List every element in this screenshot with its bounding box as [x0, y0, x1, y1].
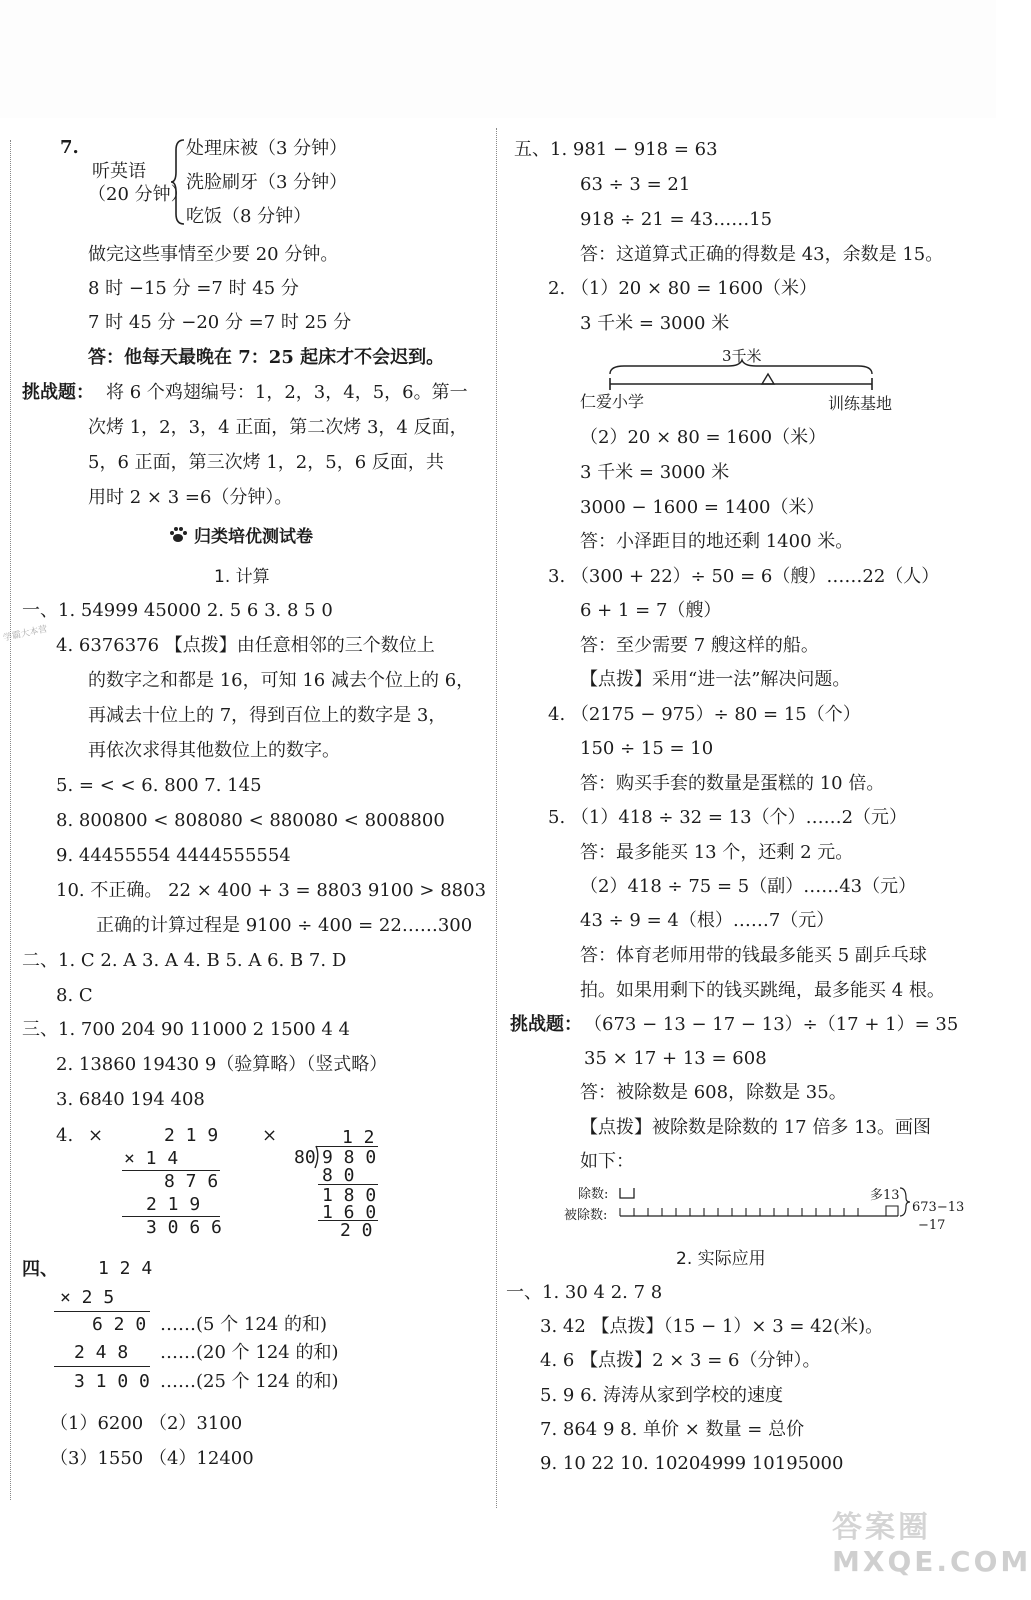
ratio-diagram — [616, 1186, 910, 1224]
w1: 一、1. 30 4 2. 7 8 — [506, 1282, 663, 1303]
v18: 5. （1）418 ÷ 32 = 13（个）……2（元） — [548, 807, 908, 828]
s1-4c: 再减去十位上的 7，得到百位上的数字是 3， — [88, 705, 447, 726]
v23: 拍。如果用剩下的钱买跳绳，最多能买 4 根。 — [580, 980, 945, 1001]
m4-c-note: ……(5 个 124 的和) — [160, 1314, 328, 1335]
m4-e-note: ……(25 个 124 的和) — [160, 1371, 339, 1392]
mul-c: 8 7 6 — [164, 1171, 219, 1192]
m4-d-note: ……(20 个 124 的和) — [160, 1342, 339, 1363]
v8: 3 千米 = 3000 米 — [580, 462, 730, 483]
challenge-label: 挑战题： — [22, 382, 94, 403]
site-watermark — [832, 1510, 1031, 1584]
mul-e: 3 0 6 6 — [146, 1217, 222, 1238]
m4-rule-1 — [54, 1311, 150, 1312]
q7-task1: 处理床被（3 分钟） — [186, 138, 348, 159]
q7-listen-line1: 听英语 — [92, 161, 146, 182]
book-stamp: 学霸大本营 — [2, 624, 49, 644]
v5: 2. （1）20 × 80 = 1600（米） — [548, 278, 818, 299]
m4-a: 1 2 4 — [98, 1258, 153, 1279]
diag2-more-label: 多13 — [870, 1188, 900, 1203]
q7-listen-line2: （20 分钟） — [88, 184, 189, 205]
s4-results-2: （3）1550 （4）12400 — [50, 1448, 254, 1469]
v15: 4. （2175 − 975）÷ 80 = 15（个） — [548, 704, 861, 725]
column-divider — [496, 128, 497, 1508]
div-r4: 2 0 — [340, 1220, 373, 1241]
m4-d: 2 4 8 — [74, 1342, 129, 1363]
watermark-top: 答案圈 — [832, 1510, 931, 1545]
distance-diagram — [600, 360, 880, 394]
diag2-right-label-2: −17 — [918, 1218, 946, 1233]
v17: 答：购买手套的数量是蛋糕的 10 倍。 — [580, 773, 885, 794]
s1-10b: 正确的计算过程是 9100 ÷ 400 = 22……300 — [96, 915, 473, 936]
w5: 5. 9 6. 涛涛从家到学校的速度 — [540, 1385, 783, 1406]
m4-e: 3 1 0 0 — [74, 1371, 150, 1392]
s2-8: 8. C — [56, 985, 93, 1006]
s1-4d: 再依次求得其他数位上的数字。 — [88, 740, 340, 761]
s2-line1: 二、1. C 2. A 3. A 4. B 5. A 6. B 7. D — [22, 950, 347, 971]
v14: 【点拨】采用“进一法”解决问题。 — [580, 669, 851, 690]
challenge-line1: 将 6 个鸡翅编号：1，2，3，4，5，6。第一 — [106, 382, 468, 403]
s1-4a: 4. 6376376 【点拨】由任意相邻的三个数位上 — [56, 635, 435, 656]
distance-diagram-top-label: 3千米 — [722, 347, 762, 365]
div-quotient: 1 2 — [342, 1127, 375, 1148]
wrong-mark-1: × — [88, 1125, 104, 1146]
section-title: 归类培优测试卷 — [194, 527, 313, 547]
v6: 3 千米 = 3000 米 — [580, 313, 730, 334]
l3: 7 时 45 分 −20 分 =7 时 25 分 — [88, 312, 352, 333]
wrong-mark-2: × — [262, 1125, 278, 1146]
div-r2: 1 8 0 — [322, 1185, 377, 1206]
mul-a: 2 1 9 — [164, 1125, 219, 1146]
div-r3: 1 6 0 — [322, 1202, 377, 1223]
l2: 8 时 −15 分 =7 时 45 分 — [88, 278, 299, 299]
v10: 答：小泽距目的地还剩 1400 米。 — [580, 531, 854, 552]
v27: 【点拨】被除数是除数的 17 倍多 13。画图 — [580, 1117, 931, 1138]
v22: 答：体育老师用带的钱最多能买 5 副乒乓球 — [580, 945, 927, 966]
mul-b: × 1 4 — [124, 1148, 179, 1169]
v20: （2）418 ÷ 75 = 5（副）……43（元） — [580, 876, 917, 897]
mul-d: 2 1 9 — [146, 1194, 201, 1215]
diagram-label-school: 仁爱小学 — [580, 392, 645, 411]
left-margin-line — [10, 140, 11, 1500]
diag2-right-label-1: 673−13 — [912, 1200, 965, 1215]
v13: 答：至少需要 7 艘这样的船。 — [580, 635, 819, 656]
v21: 43 ÷ 9 = 4（根）……7（元） — [580, 910, 835, 931]
w7: 7. 864 9 8. 单价 × 数量 = 总价 — [540, 1419, 805, 1440]
page-top-blank — [0, 0, 996, 118]
div-r1: 8 0 — [322, 1165, 355, 1186]
div-bracket — [312, 1144, 320, 1170]
m4-c: 6 2 0 — [92, 1314, 147, 1335]
w4: 4. 6 【点拨】2 × 3 = 6（分钟）。 — [540, 1350, 821, 1371]
l4: 答：他每天最晚在 7：25 起床才不会迟到。 — [88, 347, 445, 368]
s1-8: 8. 800800 < 808080 < 880080 < 8008800 — [56, 810, 445, 831]
v26: 答：被除数是 608，除数是 35。 — [580, 1082, 847, 1103]
v4: 答：这道算式正确的得数是 43，余数是 15。 — [580, 244, 944, 265]
l1: 做完这些事情至少要 20 分钟。 — [88, 244, 339, 265]
diag2-dividend-label: 被除数: — [564, 1208, 608, 1223]
q7-number: 7. — [60, 137, 79, 158]
v1: 五、1. 981 − 918 = 63 — [514, 139, 718, 160]
v24: （673 − 13 − 17 − 13）÷（17 + 1）= 35 — [584, 1014, 959, 1035]
s1-9: 9. 44455554 4444555554 — [56, 845, 291, 866]
v9: 3000 − 1600 = 1400（米） — [580, 497, 825, 518]
q7-task2: 洗脸刷牙（3 分钟） — [186, 172, 348, 193]
v19: 答：最多能买 13 个，还剩 2 元。 — [580, 842, 854, 863]
s3-line1: 三、1. 700 204 90 11000 2 1500 4 4 — [22, 1019, 350, 1040]
m4-rule-2 — [54, 1366, 150, 1367]
s4-label: 四、 — [22, 1259, 58, 1280]
v12: 6 + 1 = 7（艘） — [580, 600, 722, 621]
div-dividend: 9 8 0 — [322, 1147, 377, 1168]
div-divisor: 80 — [294, 1147, 316, 1168]
v24-label: 挑战题： — [510, 1014, 582, 1035]
w9: 9. 10 22 10. 10204999 10195000 — [540, 1453, 844, 1474]
challenge-line3: 5，6 正面，第三次烤 1，2，5，6 反面，共 — [88, 452, 444, 473]
s1-4b: 的数字之和都是 16，可知 16 减去个位上的 6， — [88, 670, 475, 691]
s1-5: 5. = < < 6. 800 7. 145 — [56, 775, 262, 796]
v28: 如下： — [580, 1151, 634, 1172]
challenge-line4: 用时 2 × 3 =6（分钟）。 — [88, 487, 293, 508]
sub-title-application: 2. 实际应用 — [676, 1249, 766, 1269]
watermark-bottom: MXQE.COM — [832, 1545, 1031, 1578]
v25: 35 × 17 + 13 = 608 — [584, 1048, 767, 1069]
v2: 63 ÷ 3 = 21 — [580, 174, 691, 195]
v3: 918 ÷ 21 = 43……15 — [580, 209, 773, 230]
s3-2: 2. 13860 19430 9（验算略）（竖式略） — [56, 1054, 388, 1075]
s1-10a: 10. 不正确。 22 × 400 + 3 = 8803 9100 > 8803 — [56, 880, 487, 901]
s3-3: 3. 6840 194 408 — [56, 1089, 205, 1110]
v7: （2）20 × 80 = 1600（米） — [580, 427, 827, 448]
w3: 3. 42 【点拨】（15 − 1）× 3 = 42(米)。 — [540, 1316, 884, 1337]
diagram-label-base: 训练基地 — [828, 394, 893, 413]
s3-4-label: 4. — [56, 1125, 74, 1146]
challenge-line2: 次烤 1，2，3，4 正面，第二次烤 3，4 反面， — [88, 417, 468, 438]
q7-task3: 吃饭（8 分钟） — [186, 206, 312, 227]
v16: 150 ÷ 15 = 10 — [580, 738, 714, 759]
m4-b: × 2 5 — [60, 1287, 115, 1308]
diag2-divisor-label: 除数: — [578, 1187, 609, 1202]
s1-line1: 一、1. 54999 45000 2. 5 6 3. 8 5 0 — [22, 600, 333, 621]
v11: 3. （300 + 22）÷ 50 = 6（艘）……22（人） — [548, 566, 940, 587]
sub-title-calc: 1. 计算 — [214, 567, 270, 587]
paw-icon — [168, 525, 188, 551]
s4-results-1: （1）6200 （2）3100 — [50, 1413, 243, 1434]
